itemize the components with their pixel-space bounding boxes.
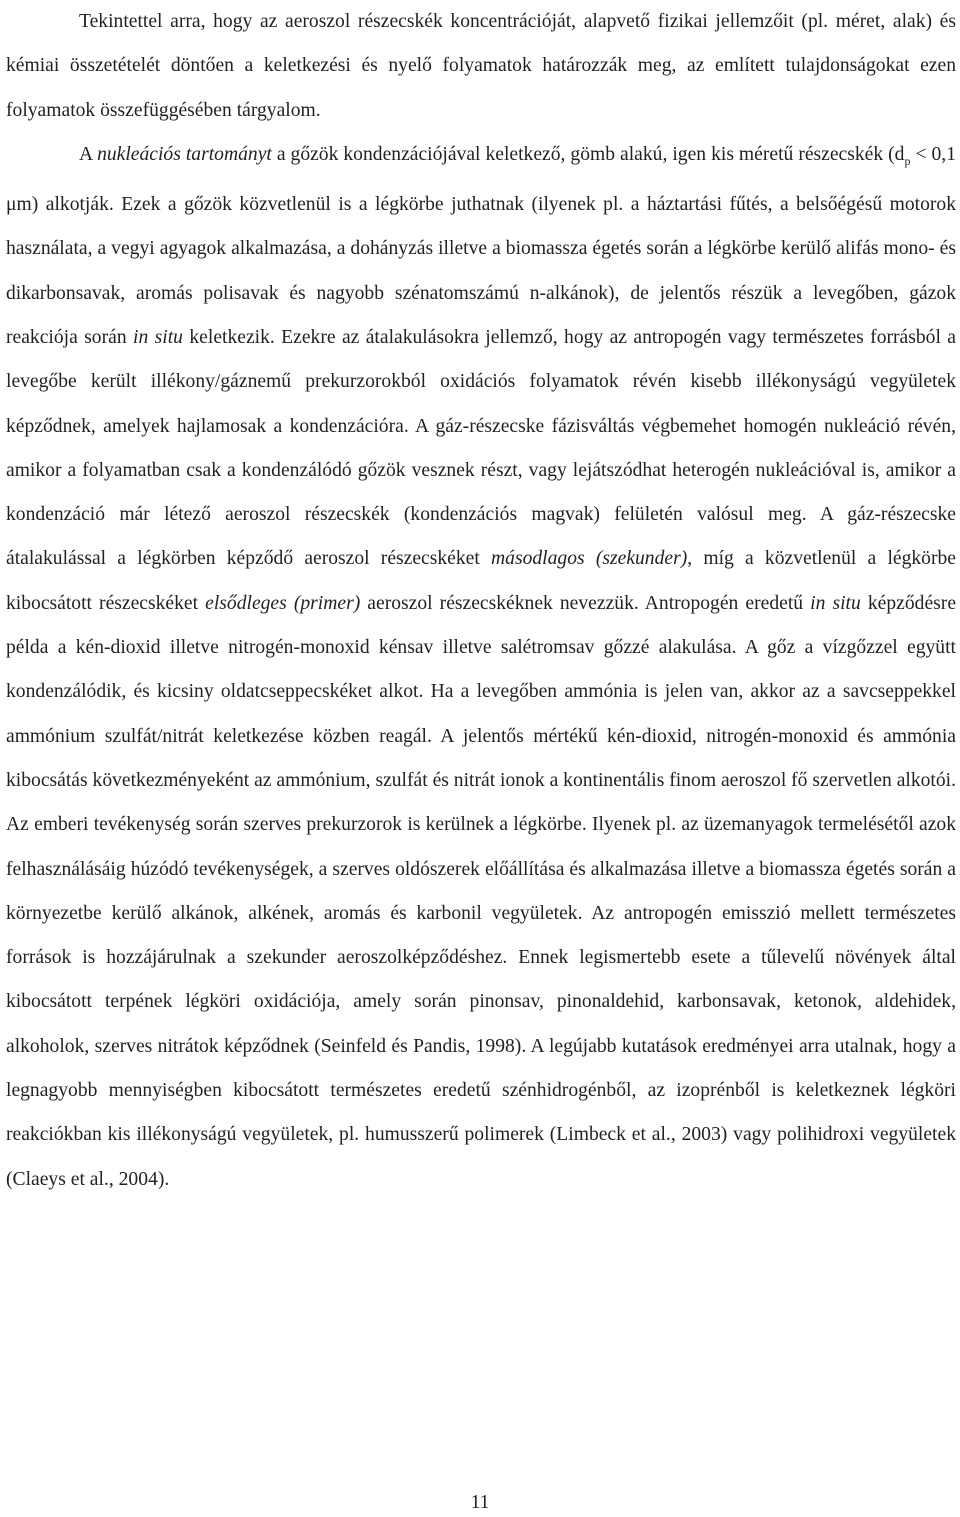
text-span: , míg a közvetlenül a légkörbe kibocsátott részecskéket — [6, 548, 956, 614]
subscript-p: p — [904, 153, 911, 168]
body-text — [6, 0, 956, 1202]
italic-term-nucleation-range: nukleációs tartományt — [97, 143, 272, 165]
paragraph-intro: Tekintettel arra, hogy az aeroszol részecskék koncentrációját, alapvető fizikai jellemzőit (pl. méret, alak) és kémiai összetételét döntően a keletkezési és nyelő folyamatok határozzák meg, az említett tulajdonságokat ezen folyamatok összefüggésében tárgyalom. — [6, 11, 956, 121]
text-span: A — [79, 143, 98, 165]
italic-term-in-situ-2: in situ — [810, 592, 861, 614]
italic-term-primary: elsődleges (primer) — [205, 592, 361, 614]
text-span: aeroszol részecskéknek nevezzük. Antropogén eredetű — [360, 592, 811, 614]
text-span: képződésre példa a kén-dioxid illetve nitrogén-monoxid kénsav illetve salétromsav gőzzé alakulása. A gőz a vízgőzzel együtt kondenzálódik, és kicsiny oldatcseppecskéket alkot. Ha a levegőben ammónia is jelen van, akkor az a savcseppekkel ammónium szulfát/nitrát keletkezése közben reagál. A jelentős mértékű kén-dioxid, nitrogén-monoxid és ammónia kibocsátás következményeként az ammónium, szulfát és nitrát ionok a kontinentális finom aeroszol fő szervetlen alkotói. Az emberi tevékenység során szerves prekurzorok is kerülnek a légkörbe. Ilyenek pl. az üzemanyagok termelésétől azok felhasználásáig húzódó tevékenységek, a szerves oldószerek előállítása és alkalmazása illetve a biomassza égetés során a környezetbe kerülő alkánok, alkének, aromás és karbonil vegyületek. Az antropogén emisszió mellett természetes források is hozzájárulnak a szekunder aeroszolképződéshez. Ennek legismertebb esete a tűlevelű növények által kibocsátott terpének légköri oxidációja, amely során pinonsav, pinonaldehid, karbonsavak, ketonok, aldehidek, alkoholok, szerves nitrátok képződnek (Seinfeld és Pandis, 1998). A legújabb kutatások eredményei arra utalnak, hogy a legnagyobb mennyiségben kibocsátott természetes eredetű szénhidrogénből, az izoprénből is keletkeznek légköri reakciókban kis illékonyságú vegyületek, pl. humusszerű polimerek (Limbeck et al., 2003) vagy polihidroxi vegyületek (Claeys et al., 2004). — [6, 592, 957, 1190]
text-span: keletkezik. Ezekre az átalakulásokra jellemző, hogy az antropogén vagy természetes forrásból a levegőbe került illékony/gáznemű prekurzorokból oxidációs folyamatok révén kisebb illékonyságú vegyületek képződnek, amelyek hajlamosak a kondenzációra. A gáz-részecske fázisváltás végbemehet homogén nukleáció révén, amikor a folyamatban csak a kondenzálódó gőzök vesznek részt, vagy lejátszódhat heterogén nukleációval is, amikor a kondenzáció már létező aeroszol részecskék (kondenzációs magvak) felületén valósul meg. A gáz-részecske átalakulással a légkörben képződő aeroszol részecskéket — [6, 326, 957, 570]
page-number: 11 — [470, 1492, 490, 1513]
paragraph-nucleation — [6, 133, 956, 1202]
italic-term-in-situ: in situ — [133, 326, 183, 348]
italic-term-secondary: másodlagos (szekunder) — [491, 548, 688, 570]
text-span: a gőzök kondenzációjával keletkező, gömb alakú, igen kis méretű részecskék (d — [271, 143, 905, 165]
text-span: < 0,1 μm) alkotják. Ezek a gőzök közvetlenül is a légkörbe juthatnak (ilyenek pl. a háztartási fűtés, a belsőégésű motorok használata, a vegyi agyagok alkalmazása, a dohányzás illetve a biomassza égetés során a légkörbe kerülő alifás mono- és dikarbonsavak, aromás polisavak és nagyobb szénatomszámú n-alkánok), de jelentős részük a levegőben, gázok reakciója során — [6, 143, 957, 348]
